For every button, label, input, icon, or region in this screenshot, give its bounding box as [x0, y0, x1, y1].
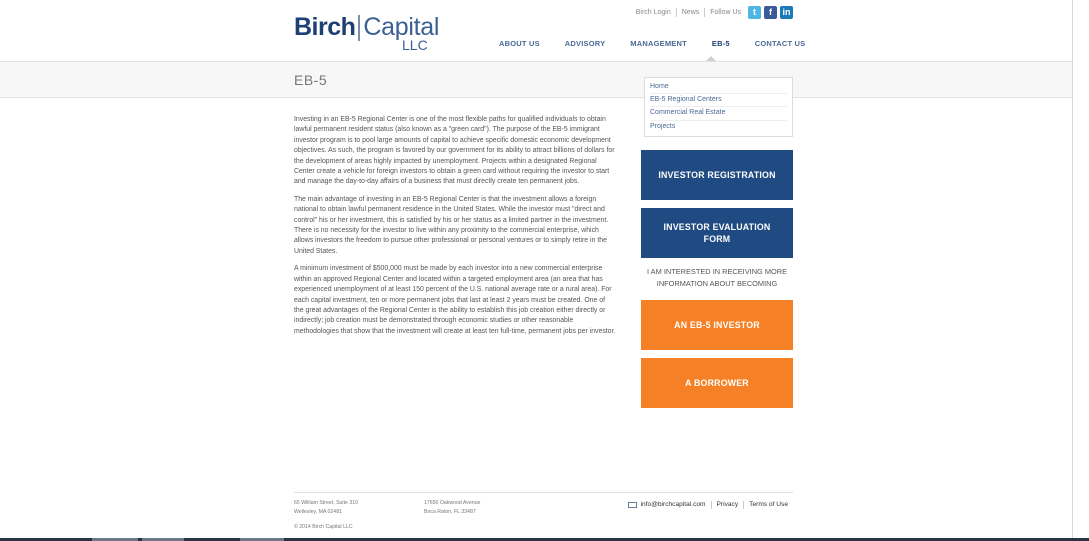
interest-text: I AM INTERESTED IN RECEIVING MORE INFORMATION ABOUT BECOMING	[646, 267, 788, 288]
mail-icon	[628, 502, 637, 508]
side-menu-item-projects[interactable]: Projects	[650, 122, 676, 130]
utility-links	[631, 6, 793, 19]
investor-evaluation-form-button[interactable]: INVESTOR EVALUATION FORM	[641, 208, 793, 258]
follow-us-label: Follow Us	[710, 9, 741, 16]
page-title: EB-5	[294, 72, 328, 88]
side-menu-item-home[interactable]: Home	[650, 81, 787, 94]
eb5-investor-button[interactable]: AN EB-5 INVESTOR	[641, 300, 793, 350]
nav-about-us[interactable]: ABOUT US	[499, 39, 540, 48]
linkedin-icon[interactable]: in	[780, 6, 793, 19]
footer-address-boca-raton	[424, 499, 480, 516]
twitter-icon[interactable]: t	[748, 6, 761, 19]
footer-address-wellesley	[294, 499, 358, 516]
nav-contact-us[interactable]: CONTACT US	[754, 39, 806, 48]
logo-birch-text: Birch	[294, 13, 356, 41]
nav-eb5[interactable]: EB-5	[711, 39, 730, 48]
address-line: Boca Raton, FL 33487	[424, 508, 476, 515]
facebook-icon[interactable]: f	[764, 6, 777, 19]
investor-registration-button[interactable]: INVESTOR REGISTRATION	[641, 150, 793, 200]
title-band	[0, 61, 1072, 98]
window-scrollbar-track[interactable]	[1072, 0, 1089, 541]
content-paragraph: A minimum investment of $500,000 must be made by each investor into a new commercial enterprise within an approved Regional Center and located within a targeted employment area (an area that has experienced unemployment of at least 150 percent of the U.S. national average rate or a rural area). For each capital investment, ten or more permanent jobs that last at least 2 years must be created. One of the great advantages of the Regional Center is the ability to establish this job creation either directly or indirectly; job creation must be demonstrated through economic studies or other reasonable methodologies that show that the investment will create at least ten full-time, permanent jobs per investor.	[294, 265, 616, 335]
birch-capital-logo[interactable]	[294, 12, 440, 53]
content-paragraph: The main advantage of investing in an EB-5 Regional Center is that the investment allows a foreign national to obtain lawful permanent residence in the United States. While the investor must "direct and control" his or her investment, this is satisfied by his or her status as a limited partner in the investment. There is no necessity for the investor to live within any proximity to the commercial enterprise, which allows investors the freedom to pursue other professional or personal ventures or to simply retire in the United States.	[294, 195, 609, 255]
logo-llc-text: LLC	[402, 37, 428, 53]
address-line: 65 William Street, Suite 310	[294, 500, 359, 506]
logo-divider	[358, 15, 360, 41]
privacy-link[interactable]: Privacy	[711, 501, 744, 509]
nav-management[interactable]: MANAGEMENT	[630, 39, 687, 48]
side-menu-item-regional-centers[interactable]: EB-5 Regional Centers	[650, 94, 787, 107]
address-line: 17650 Oakwood Avenue	[424, 500, 481, 506]
birch-login-link[interactable]: Birch Login	[631, 8, 677, 17]
borrower-button[interactable]: A BORROWER	[641, 358, 793, 408]
logo-capital-text: Capital	[363, 13, 440, 41]
email-link[interactable]: info@birchcapital.com	[640, 501, 706, 508]
main-nav	[499, 39, 830, 48]
nav-advisory[interactable]: ADVISORY	[564, 39, 606, 48]
main-content	[294, 115, 616, 344]
news-link[interactable]: News	[677, 8, 706, 17]
copyright-text: © 2014 Birch Capital LLC	[294, 524, 353, 530]
side-menu-item-commercial-real-estate[interactable]: Commercial Real Estate	[650, 107, 787, 120]
address-line: Wellesley, MA 02481	[294, 508, 342, 515]
footer-divider	[294, 492, 793, 493]
content-paragraph: Investing in an EB-5 Regional Center is one of the most flexible paths for qualified individuals to obtain lawful permanent resident status (also known as a "green card"). The purpose of the EB-5 immigrant investor program is to pool large amounts of capital to achieve specific domestic economic development objectives. As such, the program is favored by our government for its ability to attract billions of dollars for the development of areas highly impacted by unemployment. Projects within a designated Regional Center create a vehicle for foreign investors to obtain a green card without requiring the investor to start and manage the day-to-day affairs of a business that must directly create ten permanent jobs.	[294, 116, 615, 186]
side-menu	[644, 77, 793, 137]
footer-links	[628, 501, 793, 509]
terms-of-use-link[interactable]: Terms of Use	[743, 501, 793, 509]
